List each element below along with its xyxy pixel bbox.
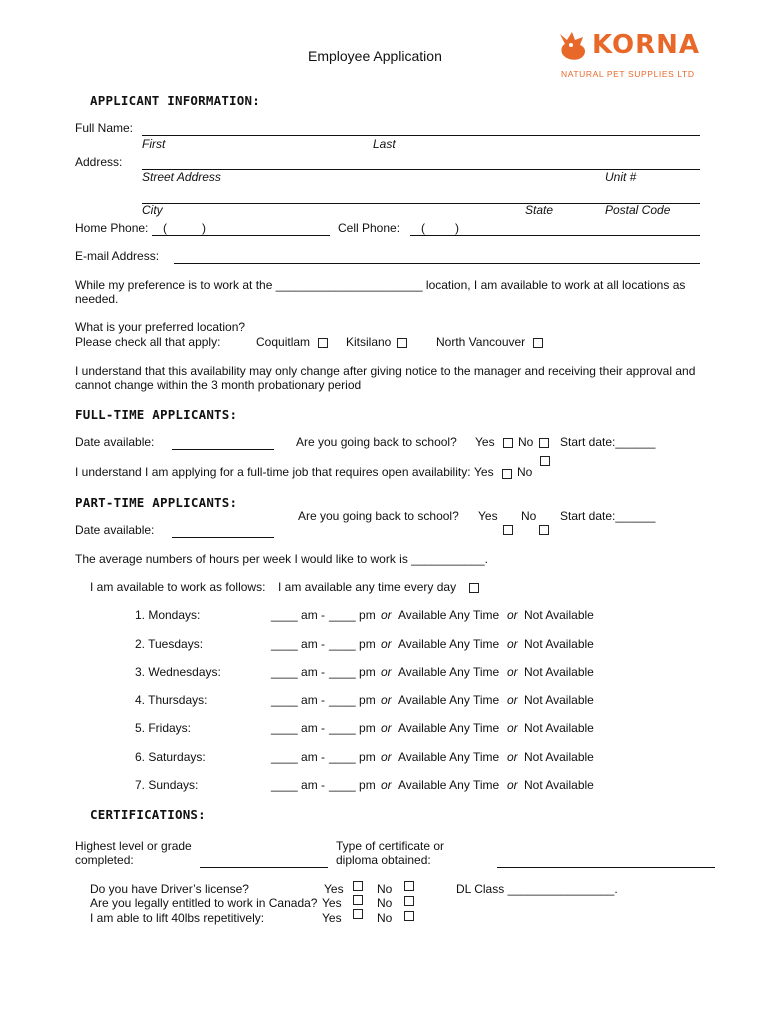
day-or-1: or	[381, 721, 392, 735]
day-or-2: or	[507, 665, 518, 679]
home-phone-input[interactable]	[152, 235, 330, 236]
day-or-1: or	[381, 665, 392, 679]
canada-no-label: No	[377, 896, 393, 910]
pt-school-yes-label: Yes	[478, 509, 498, 523]
day-pm-field[interactable]: ____ pm	[329, 750, 376, 764]
highest-level-label-line2: completed:	[75, 853, 134, 867]
lift-no-label: No	[377, 911, 393, 925]
street-caption: Street Address	[142, 170, 221, 184]
day-any-time-option[interactable]: Available Any Time	[398, 750, 500, 764]
ft-open-yes-checkbox[interactable]	[502, 469, 512, 479]
day-not-available-option[interactable]: Not Available	[524, 608, 594, 622]
day-any-time-option[interactable]: Available Any Time	[398, 721, 500, 735]
drivers-yes-label: Yes	[324, 882, 344, 896]
day-not-available-option[interactable]: Not Available	[524, 637, 594, 651]
city-caption: City	[142, 203, 163, 217]
dl-class-field[interactable]: DL Class ________________.	[456, 882, 618, 896]
day-label: 2. Tuesdays:	[135, 637, 204, 651]
first-name-caption: First	[142, 137, 166, 151]
email-input[interactable]	[174, 263, 700, 264]
ft-start-date-field[interactable]: Start date:______	[560, 435, 656, 449]
location-north-vancouver-checkbox[interactable]	[533, 338, 543, 348]
ft-school-no-checkbox[interactable]	[539, 438, 549, 448]
day-pm-field[interactable]: ____ pm	[329, 693, 376, 707]
day-pm-field[interactable]: ____ pm	[329, 721, 376, 735]
day-pm-field[interactable]: ____ pm	[329, 778, 376, 792]
pt-date-available-input[interactable]	[172, 537, 274, 538]
ft-open-availability-text: I understand I am applying for a full-time job that requires open availability:	[75, 465, 471, 479]
lift-yes-checkbox[interactable]	[353, 909, 363, 919]
canada-yes-label: Yes	[322, 896, 342, 910]
pt-hours-per-week-text: The average numbers of hours per week I would like to work is ___________.	[75, 552, 488, 566]
canada-yes-checkbox[interactable]	[353, 895, 363, 905]
day-am-field[interactable]: ____ am -	[271, 721, 326, 735]
day-am-field[interactable]: ____ am -	[271, 637, 326, 651]
postal-caption: Postal Code	[605, 203, 671, 217]
pt-any-time-checkbox[interactable]	[469, 583, 479, 593]
state-caption: State	[525, 203, 554, 217]
day-or-1: or	[381, 778, 392, 792]
availability-understand-line1: I understand that this availability may only change after giving notice to the manager and receiving their approval and	[75, 364, 696, 378]
drivers-yes-checkbox[interactable]	[353, 881, 363, 891]
day-or-1: or	[381, 750, 392, 764]
pt-school-yes-checkbox[interactable]	[503, 525, 513, 535]
day-not-available-option[interactable]: Not Available	[524, 721, 594, 735]
preferred-location-question: What is your preferred location?	[75, 320, 246, 334]
location-coquitlam-checkbox[interactable]	[318, 338, 328, 348]
section-heading-applicant: APPLICANT INFORMATION:	[90, 93, 260, 108]
full-name-label: Full Name:	[75, 121, 134, 135]
location-kitsilano-checkbox[interactable]	[397, 338, 407, 348]
lift-yes-label: Yes	[322, 911, 342, 925]
day-not-available-option[interactable]: Not Available	[524, 750, 594, 764]
full-name-input[interactable]	[142, 135, 700, 136]
ft-open-yes-label: Yes	[474, 465, 494, 479]
pt-school-question: Are you going back to school?	[298, 509, 459, 523]
drivers-license-question: Do you have Driver’s license?	[90, 882, 249, 896]
day-label: 3. Wednesdays:	[135, 665, 221, 679]
ft-date-available-input[interactable]	[172, 449, 274, 450]
logo-tagline: NATURAL PET SUPPLIES LTD	[561, 69, 695, 79]
pt-available-follows-label: I am available to work as follows:	[90, 580, 266, 594]
day-label: 7. Sundays:	[135, 778, 199, 792]
ft-school-no-label: No	[518, 435, 534, 449]
ft-school-yes-label: Yes	[475, 435, 495, 449]
section-heading-full-time: FULL-TIME APPLICANTS:	[75, 407, 238, 422]
logo-wordmark: KORNA	[592, 30, 700, 60]
ft-school-question: Are you going back to school?	[296, 435, 457, 449]
day-or-2: or	[507, 637, 518, 651]
day-or-2: or	[507, 721, 518, 735]
day-any-time-option[interactable]: Available Any Time	[398, 608, 500, 622]
day-or-1: or	[381, 637, 392, 651]
address-label: Address:	[75, 155, 123, 169]
day-or-2: or	[507, 693, 518, 707]
cell-phone-label: Cell Phone:	[338, 221, 401, 235]
day-or-2: or	[507, 608, 518, 622]
day-not-available-option[interactable]: Not Available	[524, 693, 594, 707]
day-pm-field[interactable]: ____ pm	[329, 637, 376, 651]
day-pm-field[interactable]: ____ pm	[329, 608, 376, 622]
email-label: E-mail Address:	[75, 249, 160, 263]
section-heading-part-time: PART-TIME APPLICANTS:	[75, 495, 238, 510]
ft-open-no-checkbox[interactable]	[540, 456, 550, 466]
day-not-available-option[interactable]: Not Available	[524, 778, 594, 792]
last-name-caption: Last	[373, 137, 396, 151]
day-not-available-option[interactable]: Not Available	[524, 665, 594, 679]
drivers-no-checkbox[interactable]	[404, 881, 414, 891]
day-am-field[interactable]: ____ am -	[271, 608, 326, 622]
preference-text-line2: needed.	[75, 292, 119, 306]
day-or-1: or	[381, 608, 392, 622]
day-pm-field[interactable]: ____ pm	[329, 665, 376, 679]
cell-phone-input[interactable]	[410, 235, 700, 236]
page-title: Employee Application	[308, 48, 442, 64]
day-am-field[interactable]: ____ am -	[271, 778, 326, 792]
preference-text-line1: While my preference is to work at the ______________________ location, I am available to work at all locations as	[75, 278, 686, 292]
day-any-time-option[interactable]: Available Any Time	[398, 665, 500, 679]
location-kitsilano-label: Kitsilano	[346, 335, 392, 349]
ft-open-no-label: No	[517, 465, 533, 479]
pt-school-no-label: No	[521, 509, 537, 523]
highest-level-label-line1: Highest level or grade	[75, 839, 192, 853]
pt-school-no-checkbox[interactable]	[539, 525, 549, 535]
day-am-field[interactable]: ____ am -	[271, 693, 326, 707]
unit-caption: Unit #	[605, 170, 637, 184]
home-phone-label: Home Phone:	[75, 221, 149, 235]
day-label: 1. Mondays:	[135, 608, 201, 622]
day-am-field[interactable]: ____ am -	[271, 750, 326, 764]
highest-level-input[interactable]	[200, 867, 328, 868]
location-coquitlam-label: Coquitlam	[256, 335, 311, 349]
certificate-type-label-line1: Type of certificate or	[336, 839, 445, 853]
home-phone-paren-close: )	[202, 221, 206, 235]
ft-school-yes-checkbox[interactable]	[503, 438, 513, 448]
day-or-1: or	[381, 693, 392, 707]
lift-40lbs-question: I am able to lift 40lbs repetitively:	[90, 911, 265, 925]
certificate-type-label-line2: diploma obtained:	[336, 853, 431, 867]
day-am-field[interactable]: ____ am -	[271, 665, 326, 679]
pt-date-available-label: Date available:	[75, 523, 155, 537]
day-any-time-option[interactable]: Available Any Time	[398, 693, 500, 707]
canada-no-checkbox[interactable]	[404, 896, 414, 906]
day-label: 4. Thursdays:	[135, 693, 208, 707]
day-or-2: or	[507, 750, 518, 764]
fox-logo-icon	[556, 28, 590, 62]
certificate-type-input[interactable]	[497, 867, 715, 868]
drivers-no-label: No	[377, 882, 393, 896]
day-or-2: or	[507, 778, 518, 792]
section-heading-certifications: CERTIFICATIONS:	[90, 807, 206, 822]
ft-date-available-label: Date available:	[75, 435, 155, 449]
check-all-label: Please check all that apply:	[75, 335, 221, 349]
cell-phone-paren-close: )	[455, 221, 459, 235]
day-label: 5. Fridays:	[135, 721, 192, 735]
pt-any-time-label: I am available any time every day	[278, 580, 457, 594]
work-in-canada-question: Are you legally entitled to work in Canada?	[90, 896, 318, 910]
day-any-time-option[interactable]: Available Any Time	[398, 778, 500, 792]
location-north-vancouver-label: North Vancouver	[436, 335, 526, 349]
day-any-time-option[interactable]: Available Any Time	[398, 637, 500, 651]
home-phone-paren-open: (	[163, 221, 167, 235]
lift-no-checkbox[interactable]	[404, 911, 414, 921]
availability-understand-line2: cannot change within the 3 month probationary period	[75, 378, 362, 392]
day-label: 6. Saturdays:	[135, 750, 206, 764]
cell-phone-paren-open: (	[421, 221, 425, 235]
pt-start-date-field[interactable]: Start date:______	[560, 509, 656, 523]
